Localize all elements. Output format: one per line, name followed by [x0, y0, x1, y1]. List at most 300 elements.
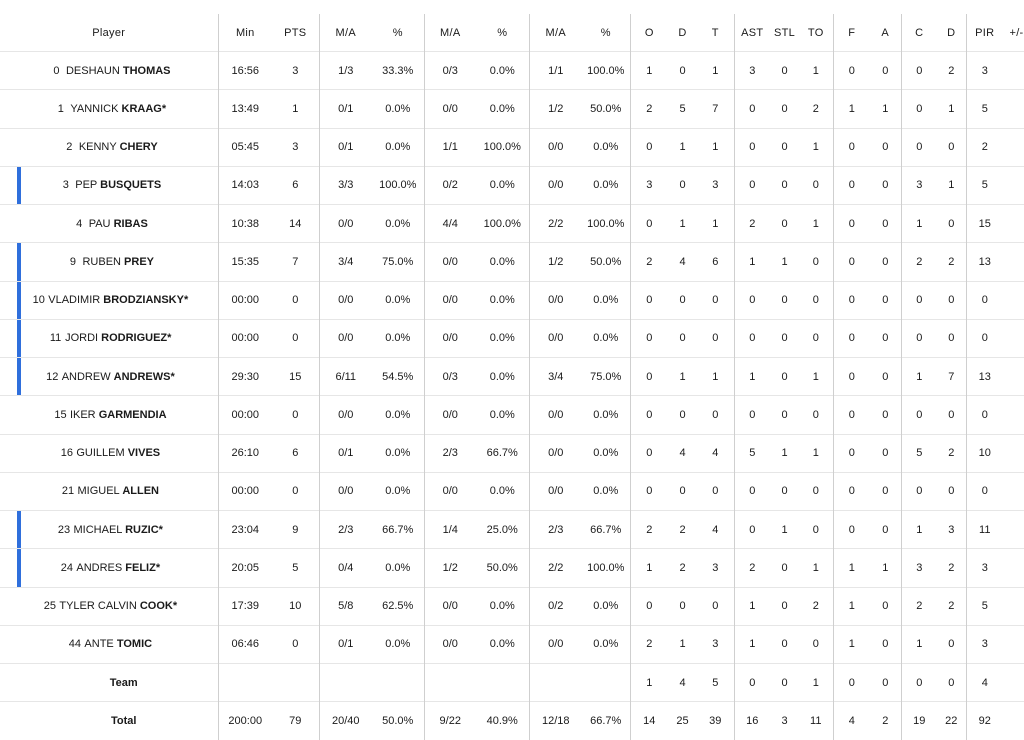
stat-cell: 0	[799, 166, 833, 204]
player-row[interactable]	[0, 511, 1024, 549]
col-header-pir[interactable]: PIR	[966, 14, 1003, 52]
stat-cell: 0	[770, 205, 799, 243]
starter-marker	[17, 549, 21, 586]
stat-cell: 0	[937, 281, 966, 319]
player-row[interactable]	[0, 625, 1024, 663]
player-first-name: TYLER CALVIN	[59, 600, 137, 613]
col-header-2pt-pct[interactable]: %	[392, 26, 403, 39]
stat-cell	[1003, 243, 1024, 281]
stat-cell: 75.0%	[582, 358, 630, 396]
stat-cell: 0	[697, 396, 734, 434]
stat-cell: 2	[668, 511, 697, 549]
stat-cell: 1	[799, 358, 833, 396]
player-last-name[interactable]: CHERY	[119, 141, 158, 154]
stat-cell	[1003, 511, 1024, 549]
stat-cell	[1003, 664, 1024, 702]
stat-cell: 1	[770, 511, 799, 549]
col-header-2pt-made-attempted[interactable]: M/A	[319, 14, 372, 52]
stat-cell	[1003, 90, 1024, 128]
stat-cell: 1/1	[424, 128, 476, 166]
stat-cell: 0/2	[529, 587, 582, 625]
stat-cell: 0	[272, 281, 319, 319]
col-header-ft-made-attempted[interactable]: M/A	[529, 14, 582, 52]
stat-cell: 2	[668, 549, 697, 587]
stat-cell: 22	[937, 702, 966, 740]
stat-cell: 0/0	[529, 625, 582, 663]
player-row[interactable]	[0, 549, 1024, 587]
stat-cell: 00:00	[218, 319, 272, 357]
stat-cell: 0	[770, 358, 799, 396]
stat-cell: 0/0	[424, 396, 476, 434]
player-cell[interactable]	[0, 434, 218, 472]
stat-cell: 0	[799, 243, 833, 281]
stat-cell: 13	[966, 243, 1003, 281]
col-header-player[interactable]: Player	[92, 26, 126, 39]
stat-cell: 0/3	[424, 52, 476, 90]
stat-cell: 0	[870, 358, 901, 396]
stat-cell: 0.0%	[582, 396, 630, 434]
stat-cell	[476, 664, 529, 702]
stat-cell: 0	[770, 549, 799, 587]
stat-cell: 3/4	[529, 358, 582, 396]
stat-cell	[1003, 702, 1024, 740]
player-cell[interactable]	[0, 281, 218, 319]
stat-cell: 0	[901, 128, 937, 166]
player-row[interactable]	[0, 319, 1024, 357]
stat-cell: 0	[770, 319, 799, 357]
stat-cell: 14:03	[218, 166, 272, 204]
stat-cell: 0	[697, 319, 734, 357]
stat-cell: 0.0%	[476, 90, 529, 128]
stat-cell: 3	[272, 52, 319, 90]
stat-cell: 0/0	[529, 472, 582, 510]
player-cell[interactable]	[0, 549, 218, 587]
stat-cell: 00:00	[218, 396, 272, 434]
stat-cell: 0	[630, 281, 668, 319]
stat-cell: 0	[870, 664, 901, 702]
stat-cell: 3	[770, 702, 799, 740]
boxscore-table	[0, 14, 1024, 740]
player-last-name[interactable]: KRAAG*	[121, 102, 167, 115]
team-label: Team	[0, 664, 218, 702]
stat-cell: 06:46	[218, 625, 272, 663]
player-first-name: VLADIMIR	[48, 294, 101, 307]
stat-cell: 0	[668, 166, 697, 204]
stat-cell: 1	[734, 243, 770, 281]
stat-cell: 2	[799, 587, 833, 625]
stat-cell: 0	[833, 52, 870, 90]
player-number: 11	[49, 332, 62, 345]
stat-cell: 50.0%	[372, 702, 424, 740]
stat-cell: 0	[870, 319, 901, 357]
stat-cell: 0.0%	[476, 587, 529, 625]
col-header-3pt-made-attempted[interactable]: M/A	[424, 14, 476, 52]
stat-cell: 5	[697, 664, 734, 702]
stat-cell: 16:56	[218, 52, 272, 90]
stat-cell: 3	[697, 625, 734, 663]
stat-cell: 0	[833, 166, 870, 204]
stat-cell: 26:10	[218, 434, 272, 472]
stat-cell: 0	[870, 625, 901, 663]
stat-cell: 0/4	[319, 549, 372, 587]
col-header-pts[interactable]: PTS	[284, 26, 307, 39]
stat-cell	[1003, 396, 1024, 434]
stat-cell: 0	[937, 396, 966, 434]
stat-cell: 0	[734, 511, 770, 549]
stat-cell: 2	[630, 625, 668, 663]
stat-cell: 2	[901, 587, 937, 625]
player-last-name[interactable]: VIVES	[127, 447, 161, 460]
stat-cell: 0.0%	[582, 434, 630, 472]
stat-cell: 1	[770, 243, 799, 281]
stat-cell: 1	[901, 511, 937, 549]
stat-cell: 0/1	[319, 434, 372, 472]
col-header-ft-pct[interactable]: %	[600, 26, 611, 39]
player-cell[interactable]	[0, 205, 218, 243]
stat-cell: 0	[799, 319, 833, 357]
stat-cell: 10	[966, 434, 1003, 472]
stat-cell: 1	[668, 205, 697, 243]
stat-cell: 0	[870, 205, 901, 243]
stat-cell: 0	[901, 396, 937, 434]
stat-cell: 0	[734, 664, 770, 702]
col-header-stl[interactable]: STL	[773, 26, 796, 39]
stat-cell: 1	[901, 358, 937, 396]
stat-cell: 5	[734, 434, 770, 472]
stat-cell: 2/3	[319, 511, 372, 549]
player-cell[interactable]	[0, 472, 218, 510]
stat-cell: 1	[734, 625, 770, 663]
player-last-name[interactable]: GARMENDIA	[98, 408, 167, 421]
stat-cell	[218, 664, 272, 702]
player-first-name: RUBEN	[82, 255, 121, 268]
stat-cell: 0	[799, 511, 833, 549]
stat-cell	[319, 664, 372, 702]
stat-cell: 0	[630, 396, 668, 434]
stat-cell: 0	[870, 434, 901, 472]
stat-cell: 62.5%	[372, 587, 424, 625]
stat-cell	[1003, 625, 1024, 663]
stat-cell: 0	[966, 472, 1003, 510]
stat-cell: 66.7%	[582, 511, 630, 549]
stat-cell: 2	[937, 434, 966, 472]
stat-cell: 200:00	[218, 702, 272, 740]
stat-cell: 0	[734, 396, 770, 434]
player-cell[interactable]	[0, 166, 218, 204]
stat-cell: 0.0%	[476, 472, 529, 510]
stat-cell: 0	[870, 281, 901, 319]
stat-cell: 11	[799, 702, 833, 740]
player-first-name: ANTE	[84, 638, 114, 651]
stat-cell: 6/11	[319, 358, 372, 396]
stat-cell: 10	[272, 587, 319, 625]
player-cell[interactable]	[0, 358, 218, 396]
player-row[interactable]	[0, 243, 1024, 281]
stat-cell: 0.0%	[582, 587, 630, 625]
stat-cell: 0	[799, 281, 833, 319]
stat-cell: 0	[770, 90, 799, 128]
col-header-fouls-received[interactable]: A	[881, 26, 890, 39]
stat-cell	[1003, 549, 1024, 587]
stat-cell: 0	[734, 319, 770, 357]
stat-cell: 0	[668, 472, 697, 510]
stat-cell: 1	[937, 166, 966, 204]
stat-cell: 1	[833, 587, 870, 625]
stat-cell: 100.0%	[476, 128, 529, 166]
stat-cell: 0.0%	[372, 319, 424, 357]
col-header-def-reb[interactable]: D	[678, 26, 687, 39]
stat-cell: 1	[734, 587, 770, 625]
stat-cell: 0	[770, 396, 799, 434]
stat-cell: 0/0	[319, 205, 372, 243]
stat-cell: 3/3	[319, 166, 372, 204]
player-row[interactable]	[0, 434, 1024, 472]
player-cell[interactable]	[0, 396, 218, 434]
player-row[interactable]	[0, 90, 1024, 128]
stat-cell: 10:38	[218, 205, 272, 243]
stat-cell: 2	[966, 128, 1003, 166]
starter-marker	[17, 243, 21, 280]
stat-cell: 0	[870, 243, 901, 281]
player-cell[interactable]	[0, 511, 218, 549]
col-header-off-reb[interactable]: O	[630, 14, 668, 52]
stat-cell: 1	[697, 358, 734, 396]
stat-cell: 2	[734, 549, 770, 587]
stat-cell: 0.0%	[476, 281, 529, 319]
stat-cell: 3	[734, 52, 770, 90]
player-row[interactable]	[0, 358, 1024, 396]
stat-cell: 7	[937, 358, 966, 396]
player-cell[interactable]	[0, 587, 218, 625]
player-cell[interactable]	[0, 128, 218, 166]
stat-cell: 1	[668, 625, 697, 663]
stat-cell: 0	[833, 281, 870, 319]
stat-cell: 4	[966, 664, 1003, 702]
player-last-name[interactable]: RIBAS	[113, 217, 148, 230]
player-first-name: PEP	[75, 179, 98, 192]
player-last-name[interactable]: ANDREWS*	[113, 370, 175, 383]
stat-cell: 0/0	[529, 396, 582, 434]
col-header-fouls-committed[interactable]: F	[833, 14, 870, 52]
stat-cell: 0.0%	[582, 472, 630, 510]
player-cell[interactable]	[0, 319, 218, 357]
player-last-name[interactable]: RODRIGUEZ*	[101, 332, 172, 345]
stat-cell: 0	[770, 625, 799, 663]
stat-cell: 2/2	[529, 549, 582, 587]
stat-cell: 14	[630, 702, 668, 740]
stat-cell: 0	[799, 472, 833, 510]
stat-cell: 0	[901, 90, 937, 128]
stat-cell: 0	[630, 319, 668, 357]
stat-cell: 0	[833, 319, 870, 357]
stat-cell: 0	[870, 587, 901, 625]
stat-cell: 15	[966, 205, 1003, 243]
player-last-name[interactable]: TOMIC	[116, 638, 153, 651]
stat-cell: 20:05	[218, 549, 272, 587]
stat-cell: 0	[272, 396, 319, 434]
stat-cell: 3	[966, 52, 1003, 90]
stat-cell	[1003, 166, 1024, 204]
stat-cell: 0	[833, 664, 870, 702]
stat-cell: 39	[697, 702, 734, 740]
stat-cell: 14	[272, 205, 319, 243]
stat-cell: 0	[770, 52, 799, 90]
player-row[interactable]	[0, 205, 1024, 243]
col-header-tot-reb[interactable]: T	[711, 26, 719, 39]
player-row[interactable]	[0, 166, 1024, 204]
stat-cell: 0/0	[424, 587, 476, 625]
boxscore-body	[0, 52, 1024, 740]
stat-cell: 0	[668, 587, 697, 625]
stat-cell: 0	[833, 511, 870, 549]
stat-cell: 23:04	[218, 511, 272, 549]
stat-cell: 17:39	[218, 587, 272, 625]
stat-cell: 0	[697, 472, 734, 510]
player-last-name[interactable]: FELIZ*	[125, 561, 161, 574]
starter-marker	[17, 167, 21, 204]
stat-cell: 1	[630, 52, 668, 90]
player-row[interactable]	[0, 472, 1024, 510]
stat-cell: 0.0%	[476, 319, 529, 357]
stat-cell: 50.0%	[582, 243, 630, 281]
stat-cell: 3	[937, 511, 966, 549]
stat-cell: 5	[966, 166, 1003, 204]
player-last-name[interactable]: THOMAS	[122, 64, 171, 77]
stat-cell: 4/4	[424, 205, 476, 243]
stat-cell: 4	[697, 434, 734, 472]
player-row[interactable]	[0, 281, 1024, 319]
stat-cell: 75.0%	[372, 243, 424, 281]
stat-cell: 2	[937, 52, 966, 90]
stat-cell: 0/0	[424, 90, 476, 128]
stat-cell: 4	[668, 243, 697, 281]
stat-cell: 2	[734, 205, 770, 243]
stat-cell	[372, 664, 424, 702]
stat-cell: 0	[870, 511, 901, 549]
stat-cell: 0	[630, 128, 668, 166]
stat-cell: 0	[870, 396, 901, 434]
stat-cell: 6	[272, 166, 319, 204]
stat-cell: 0.0%	[476, 52, 529, 90]
player-row[interactable]	[0, 52, 1024, 90]
stat-cell: 100.0%	[476, 205, 529, 243]
stat-cell: 0.0%	[476, 625, 529, 663]
col-header-to[interactable]: TO	[807, 26, 824, 39]
stat-cell	[272, 664, 319, 702]
stat-cell: 0.0%	[372, 625, 424, 663]
stat-cell: 1	[901, 625, 937, 663]
stat-cell: 1	[668, 128, 697, 166]
player-row[interactable]	[0, 128, 1024, 166]
col-header-blocks-received[interactable]: D	[947, 26, 956, 39]
stat-cell: 0/0	[319, 472, 372, 510]
stat-cell: 1	[799, 664, 833, 702]
stat-cell: 0.0%	[476, 166, 529, 204]
player-row[interactable]	[0, 396, 1024, 434]
stat-cell: 3	[697, 166, 734, 204]
player-number: 0	[53, 64, 60, 77]
stat-cell: 100.0%	[372, 166, 424, 204]
stat-cell: 2	[630, 90, 668, 128]
col-header-3pt-pct[interactable]: %	[497, 26, 508, 39]
total-label: Total	[0, 702, 218, 740]
stat-cell: 1	[799, 205, 833, 243]
stat-cell: 5	[966, 90, 1003, 128]
stat-cell: 1/2	[529, 243, 582, 281]
stat-cell: 4	[697, 511, 734, 549]
stat-cell: 0	[966, 281, 1003, 319]
stat-cell: 2	[937, 587, 966, 625]
player-last-name[interactable]: PREY	[124, 255, 155, 268]
stat-cell: 0	[901, 664, 937, 702]
stat-cell: 0.0%	[372, 434, 424, 472]
stat-cell: 1	[668, 358, 697, 396]
stat-cell: 1	[630, 664, 668, 702]
player-number: 15	[54, 408, 67, 421]
stat-cell: 0/0	[529, 166, 582, 204]
stat-cell: 0	[870, 52, 901, 90]
stat-cell	[1003, 281, 1024, 319]
col-header-blocks-made[interactable]: C	[901, 14, 937, 52]
player-cell[interactable]	[0, 52, 218, 90]
stat-cell: 0	[734, 166, 770, 204]
player-number: 23	[57, 523, 71, 536]
player-number: 10	[32, 294, 45, 307]
player-last-name[interactable]: BUSQUETS	[100, 179, 162, 192]
stat-cell: 2	[870, 702, 901, 740]
stat-cell: 0	[668, 281, 697, 319]
stat-cell: 0.0%	[372, 549, 424, 587]
col-header-min[interactable]: Min	[218, 14, 272, 52]
stat-cell: 2	[937, 243, 966, 281]
stat-cell: 0	[770, 664, 799, 702]
stat-cell: 100.0%	[582, 205, 630, 243]
player-number: 16	[60, 447, 73, 460]
player-cell[interactable]	[0, 625, 218, 663]
stat-cell: 0	[630, 205, 668, 243]
stat-cell: 0.0%	[372, 128, 424, 166]
starter-marker	[17, 282, 21, 319]
stat-cell: 1	[833, 90, 870, 128]
stat-cell: 2	[799, 90, 833, 128]
player-number: 2	[66, 141, 73, 154]
player-last-name[interactable]: BRODZIANSKY*	[103, 294, 189, 307]
player-cell[interactable]	[0, 243, 218, 281]
stat-cell: 3	[966, 625, 1003, 663]
player-number: 1	[57, 102, 64, 115]
stat-cell: 0/0	[529, 128, 582, 166]
stat-cell: 0	[833, 434, 870, 472]
stat-cell: 0	[870, 128, 901, 166]
stat-cell: 0.0%	[582, 166, 630, 204]
stat-cell: 0	[734, 281, 770, 319]
stat-cell: 1	[272, 90, 319, 128]
stat-cell: 1	[734, 358, 770, 396]
stat-cell: 0	[937, 472, 966, 510]
player-last-name[interactable]: COOK*	[139, 600, 178, 613]
col-header-plus-minus[interactable]: +/-	[1009, 26, 1024, 39]
player-cell[interactable]	[0, 90, 218, 128]
player-last-name[interactable]: ALLEN	[122, 485, 159, 498]
stat-cell: 0	[799, 625, 833, 663]
col-header-ast[interactable]: AST	[734, 14, 770, 52]
player-last-name[interactable]: RUZIC*	[125, 523, 163, 536]
stat-cell: 0	[630, 587, 668, 625]
stat-cell: 0	[770, 166, 799, 204]
stat-cell: 1	[697, 128, 734, 166]
stat-cell: 1	[697, 52, 734, 90]
player-row[interactable]	[0, 587, 1024, 625]
